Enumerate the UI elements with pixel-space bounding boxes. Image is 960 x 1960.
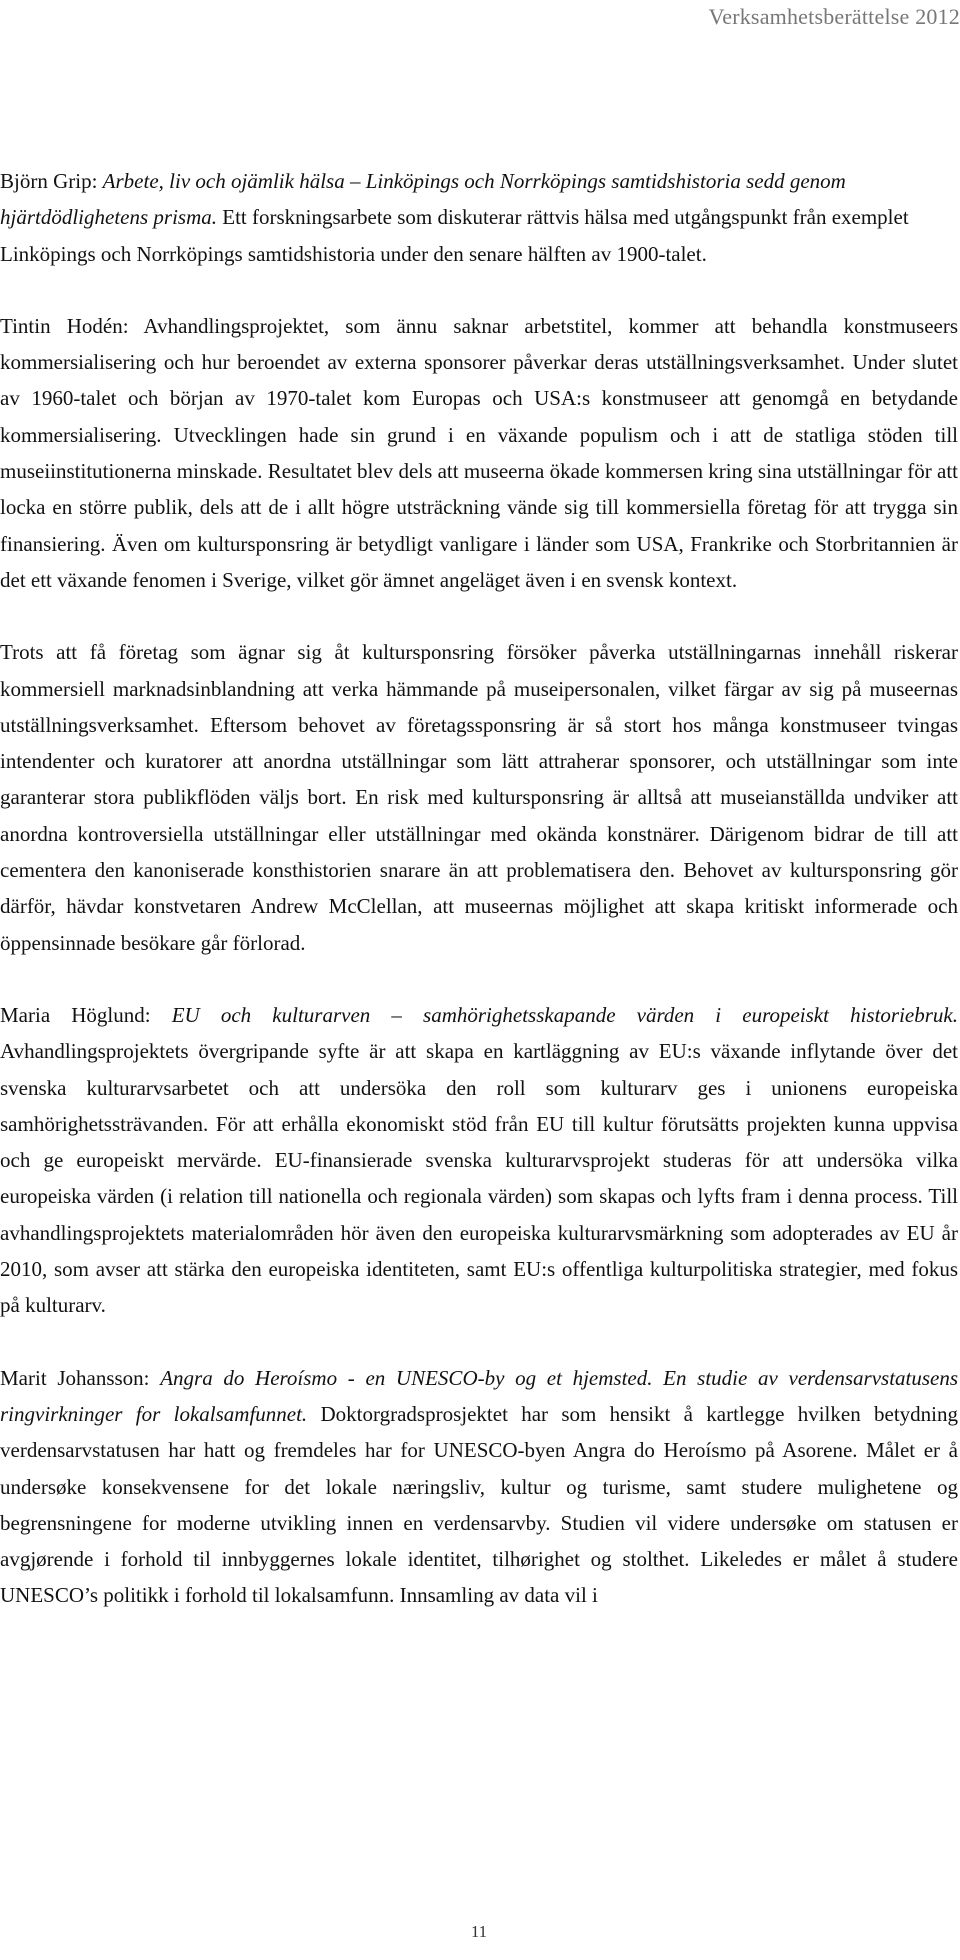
paragraph-tintin-hoden: [0, 308, 958, 598]
project-title: Angra do Heroísmo - en UNESCO-by og et hjemsted. En studie av verdensarvstatusens ringvirkninger for lokalsamfunnet.: [0, 1365, 959, 1426]
paragraph-bjorn-grip: [0, 163, 958, 272]
author-name: Björn Grip:: [0, 169, 98, 193]
paragraph-text: Avhandlingsprojektets övergripande syfte är att skapa en kartläggning av EU:s växande inflytande över det svenska kulturarvsarbetet och att undersöka den roll som kulturarv ges i unionens europeiska samhörighetssträvanden. För att erhålla ekonomiskt stöd från EU till kultur förutsätts projekten kunna uppvisa och ge europeiskt mervärde. EU-finansierade svenska kulturarvsprojekt studeras för att undersöka vilka europeiska värden (i relation till nationella och regionala värden) som skapas och lyfts fram i denna process. Till avhandlingsprojektets materialområden hör även den europeiska kulturarvsmärkning som adopterades av EU år 2010, som avser att stärka den europeiska identiteten, samt EU:s offentliga kulturpolitiska strategier, med fokus på kulturarv.: [0, 1039, 958, 1318]
paragraph-kultursponsring: [0, 634, 958, 961]
paragraph-text: Trots att få företag som ägnar sig åt kultursponsring försöker påverka utställningarnas innehåll riskerar kommersiell marknadsinblandning att verka hämmande på museipersonalen, vilket färgar av sig på museernas utställningsverksamhet. Eftersom behovet av företagssponsring är så stort hos många konstmuseer tvingas intendenter och kuratorer att anordna utställningar som lätt attraherar sponsorer, och utställningar som inte garanterar stora publikflöden väljs bort. En risk med kultursponsring är alltså att museianställda undviker att anordna kontroversiella utställningar eller utställningar med okända konstnärer. Därigenom bidrar de till att cementera den kanoniserade konsthistorien snarare än att problematisera den. Behovet av kultursponsring gör därför, hävdar konstvetaren Andrew McClellan, att museernas möjlighet att skapa kritiskt informerade och öppensinnade besökare går förlorad.: [0, 640, 958, 955]
paragraph-text: Ett forskningsarbete som diskuterar rättvis hälsa med utgångspunkt från exemplet Linköpings och Norrköpings samtidshistoria under den senare hälften av 1900-talet.: [0, 205, 909, 266]
paragraph-maria-hoglund: [0, 997, 958, 1324]
project-title: Arbete, liv och ojämlik hälsa – Linköpings och Norrköpings samtidshistoria sedd genom hjärtdödlighetens prisma.: [0, 169, 846, 230]
paragraph-marit-johansson: [0, 1360, 958, 1614]
author-name: Marit Johansson:: [0, 1365, 150, 1390]
running-header: Verksamhetsberättelse 2012: [708, 4, 960, 29]
paragraph-text: Doktorgradsprosjektet har som hensikt å kartlegge hvilken betydning verdensarvstatusen har hatt og fremdeles har for UNESCO-byen Angra do Heroísmo på Asorene. Målet er å undersøke konsekvensene for det lokale næringsliv, kultur og turisme, samt studere mulighetene og begrensningene for moderne utvikling innen en verdensarvby. Studien vil videre undersøke om statusen er avgjørende i forhold til innbyggernes lokale identitet, tilhørighet og stolthet. Likeledes er målet å studere UNESCO’s politikk i forhold til lokalsamfunn. Innsamling av data vil i: [0, 1401, 958, 1608]
paragraph-text: Tintin Hodén: Avhandlingsprojektet, som ännu saknar arbetstitel, kommer att behandla konstmuseers kommersialisering och hur beroendet av externa sponsorer påverkar deras utställningsverksamhet. Under slutet av 1960-talet och början av 1970-talet kom Europas och USA:s konstmuseer att genomgå en betydande kommersialisering. Utvecklingen hade sin grund i en växande populism och i att de statliga stöden till museiinstitutionerna minskade. Resultatet blev dels att museerna ökade kommersen kring sina utställningar för att locka en större publik, dels att de i allt högre utsträckning vände sig till kommersiella företag för att trygga sin finansiering. Även om kultursponsring är betydligt vanligare i länder som USA, Frankrike och Storbritannien är det ett växande fenomen i Sverige, vilket gör ämnet angeläget även i en svensk kontext.: [0, 313, 958, 592]
page-number: 11: [470, 1922, 488, 1941]
document-body: [0, 163, 958, 1650]
project-title: EU och kulturarven – samhörighetsskapande värden i europeiskt historiebruk.: [171, 1002, 958, 1027]
author-name: Maria Höglund:: [0, 1002, 151, 1027]
